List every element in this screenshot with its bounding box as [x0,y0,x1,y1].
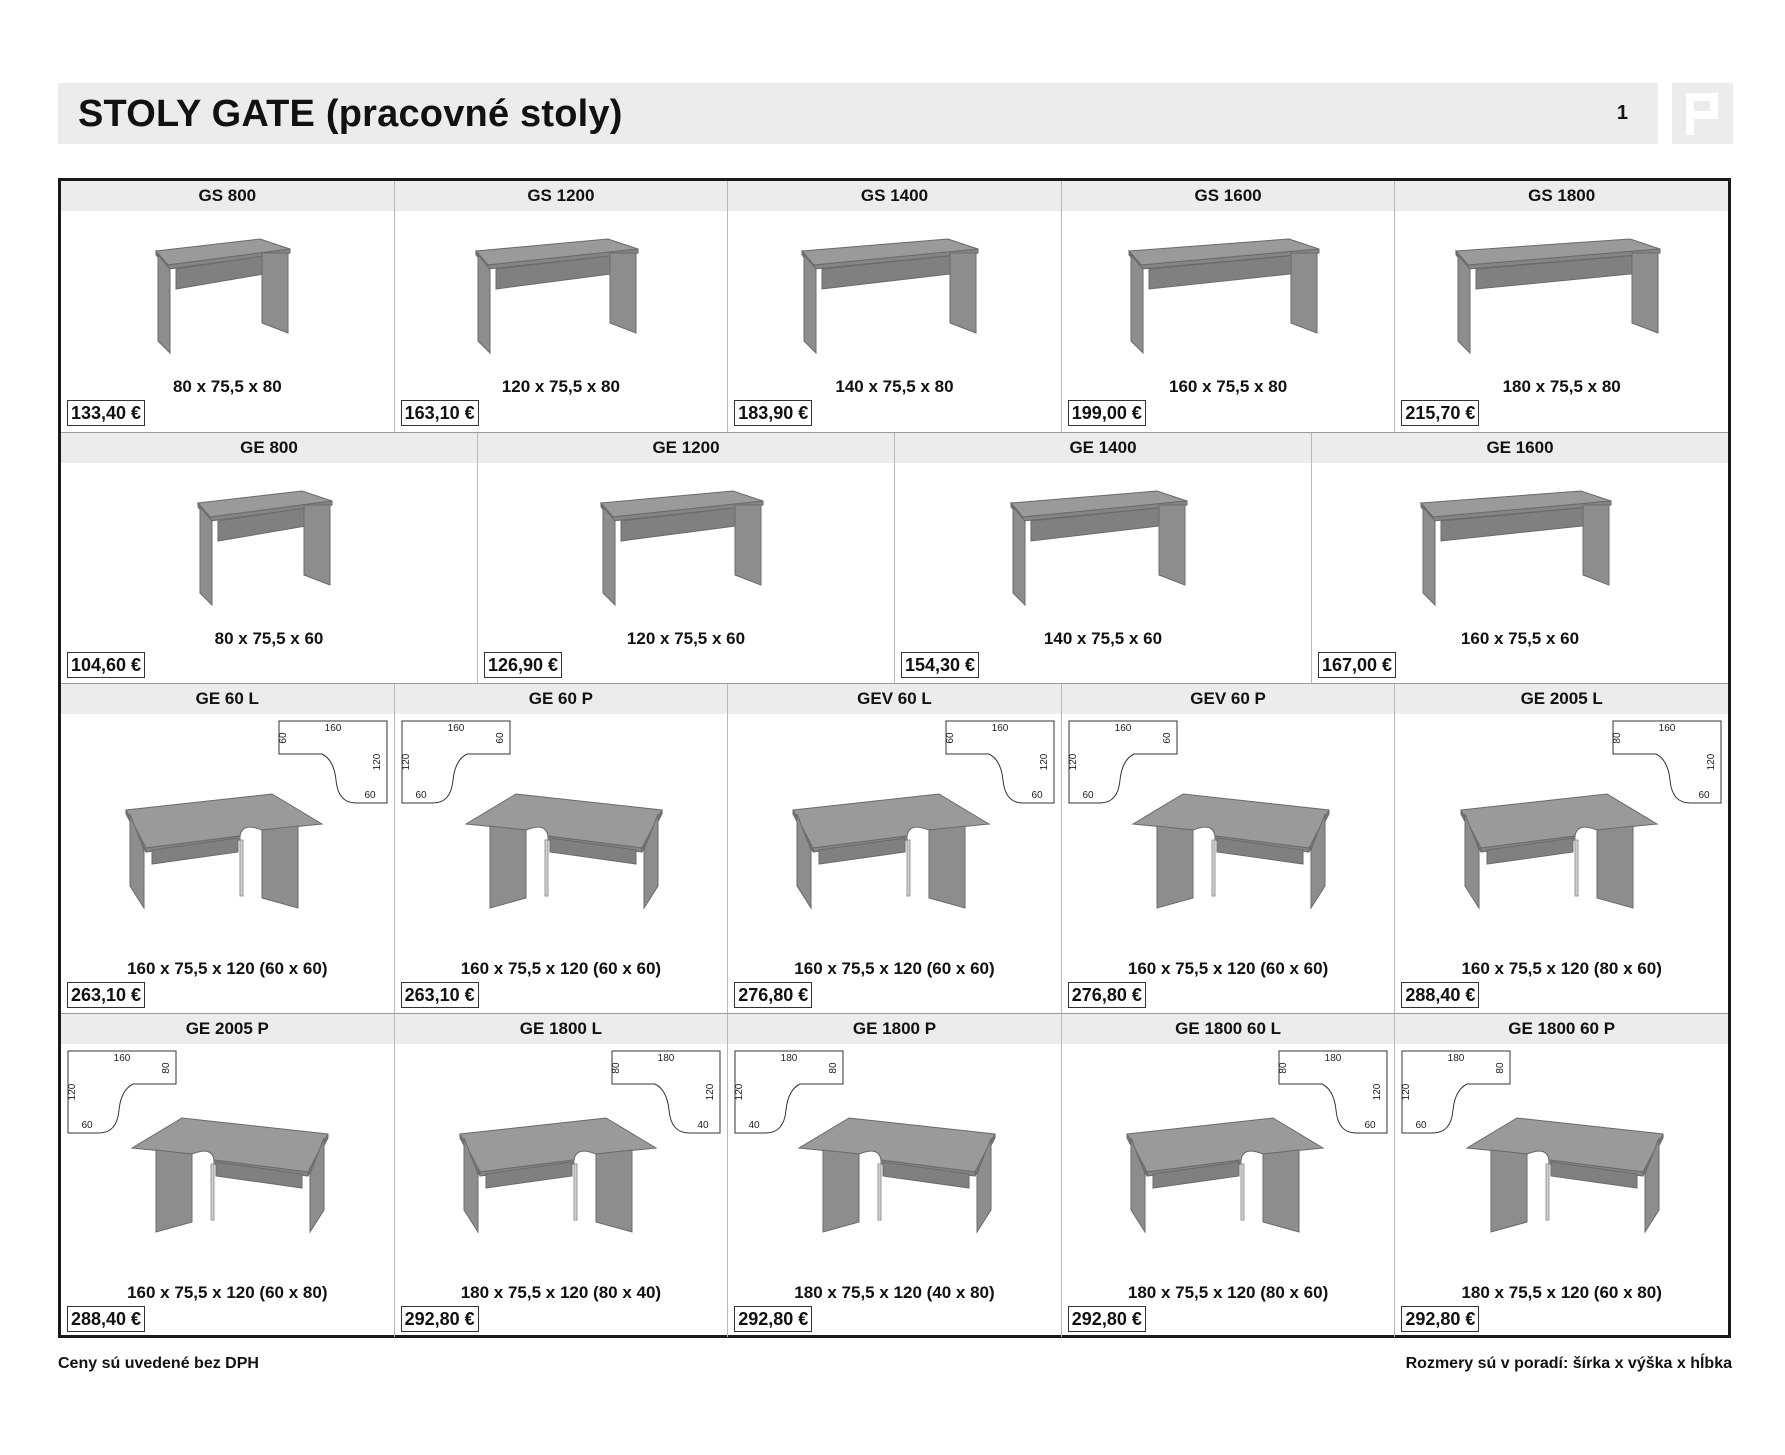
product-price: 183,90 € [734,400,812,426]
floor-plan-diagram [1612,720,1722,804]
svg-text:160: 160 [1658,723,1676,734]
svg-text:160: 160 [324,723,341,734]
svg-text:160: 160 [1114,723,1132,734]
svg-text:60: 60 [1698,790,1710,801]
product-code: GE 1800 60 P [1395,1014,1728,1044]
svg-text:80: 80 [1278,1062,1290,1074]
product-price: 292,80 € [734,1306,812,1332]
desk-image [154,233,300,363]
product-code: GE 1600 [1312,433,1728,463]
svg-text:60: 60 [1415,1120,1427,1131]
svg-text:40: 40 [748,1120,760,1131]
product-cell [1062,684,1396,1013]
floor-plan-diagram [278,720,388,804]
svg-text:160: 160 [113,1053,131,1064]
corner-desk-image [789,786,999,916]
product-cell [1062,181,1396,432]
product-price: 292,80 € [1401,1306,1479,1332]
product-dimensions: 80 x 75,5 x 80 [172,377,282,396]
svg-text:120: 120 [1067,753,1079,771]
product-cell [1312,433,1728,683]
svg-text:60: 60 [277,732,289,744]
svg-text:80: 80 [611,1062,623,1074]
product-code: GE 60 P [395,684,728,714]
product-price: 133,40 € [67,400,145,426]
floor-plan-diagram [1278,1050,1388,1134]
product-cell [61,1014,395,1337]
product-code: GEV 60 P [1062,684,1395,714]
product-price: 292,80 € [1068,1306,1146,1332]
product-cell [728,684,1062,1013]
svg-text:180: 180 [1325,1053,1342,1064]
product-dimensions: 180 x 75,5 x 120 (80 x 60) [1127,1283,1329,1302]
product-dimensions: 160 x 75,5 x 120 (60 x 60) [1127,959,1329,978]
product-row [61,181,1728,432]
dimension-order-note: Rozmery sú v poradí: šírka x výška x hĺbka [1405,1355,1732,1372]
product-dimensions: 160 x 75,5 x 120 (60 x 60) [794,959,995,978]
product-price: 163,10 € [401,400,479,426]
product-price: 263,10 € [401,982,479,1008]
product-dimensions: 180 x 75,5 x 80 [1502,377,1621,396]
floor-plan-diagram [611,1050,721,1134]
desk-image [599,485,773,615]
product-code: GE 2005 P [61,1014,394,1044]
product-price: 215,70 € [1401,400,1479,426]
product-code: GE 1200 [478,433,894,463]
product-dimensions: 80 x 75,5 x 60 [214,629,324,648]
product-code: GE 800 [61,433,477,463]
product-cell [1395,1014,1728,1337]
product-price: 199,00 € [1068,400,1146,426]
product-cell [728,181,1062,432]
desk-image [800,233,988,363]
floor-plan-diagram [734,1050,844,1134]
corner-desk-image [1457,786,1667,916]
product-price: 263,10 € [67,982,145,1008]
svg-text:180: 180 [780,1053,798,1064]
product-cell [895,433,1312,683]
product-dimensions: 160 x 75,5 x 120 (60 x 60) [460,959,662,978]
svg-text:60: 60 [364,790,376,801]
svg-text:60: 60 [1031,790,1043,801]
product-cell [478,433,895,683]
corner-desk-image [456,786,666,916]
product-price: 276,80 € [734,982,812,1008]
svg-text:120: 120 [705,1083,717,1101]
product-cell [1062,1014,1396,1337]
floor-plan-diagram [945,720,1055,804]
svg-text:160: 160 [447,723,464,734]
product-cell [395,1014,729,1337]
svg-text:60: 60 [944,732,956,744]
corner-desk-image [1123,786,1333,916]
product-price: 104,60 € [67,652,145,678]
product-row [61,1013,1728,1337]
svg-text:180: 180 [657,1053,675,1064]
svg-text:60: 60 [494,732,506,744]
product-code: GS 1200 [395,181,728,211]
product-cell [395,181,729,432]
product-code: GEV 60 L [728,684,1061,714]
product-dimensions: 180 x 75,5 x 120 (40 x 80) [794,1283,995,1302]
product-cell [1395,181,1728,432]
product-code: GE 2005 L [1395,684,1728,714]
product-cell [61,181,395,432]
svg-text:120: 120 [1705,753,1717,771]
svg-text:120: 120 [734,1083,746,1101]
product-code: GS 1600 [1062,181,1395,211]
product-price: 288,40 € [1401,982,1479,1008]
floor-plan-diagram [1401,1050,1511,1134]
product-code: GE 1800 60 L [1062,1014,1395,1044]
vat-note: Ceny sú uvedené bez DPH [58,1355,259,1372]
product-code: GS 800 [61,181,394,211]
product-cell [395,684,729,1013]
desk-image [1454,233,1670,363]
product-price: 154,30 € [901,652,979,678]
desk-image [1419,485,1621,615]
svg-text:120: 120 [1372,1083,1384,1101]
product-code: GE 1800 L [395,1014,728,1044]
product-dimensions: 180 x 75,5 x 120 (80 x 40) [460,1283,662,1302]
svg-text:120: 120 [400,753,412,771]
svg-text:60: 60 [1161,732,1173,744]
product-row [61,432,1728,683]
svg-text:120: 120 [67,1083,78,1101]
svg-text:80: 80 [161,1062,172,1074]
floor-plan-diagram [401,720,511,804]
product-dimensions: 120 x 75,5 x 60 [626,629,746,648]
svg-text:160: 160 [991,723,1009,734]
svg-text:120: 120 [1401,1083,1413,1101]
svg-text:40: 40 [697,1120,709,1131]
product-code: GS 1800 [1395,181,1728,211]
product-price: 276,80 € [1068,982,1146,1008]
product-dimensions: 160 x 75,5 x 60 [1460,629,1580,648]
brand-logo [1672,83,1733,144]
svg-text:120: 120 [371,753,383,771]
product-dimensions: 180 x 75,5 x 120 (60 x 80) [1461,1283,1662,1302]
product-cell [61,684,395,1013]
svg-text:120: 120 [1038,753,1050,771]
product-code: GE 1800 P [728,1014,1061,1044]
product-dimensions: 140 x 75,5 x 80 [835,377,954,396]
product-dimensions: 140 x 75,5 x 60 [1043,629,1163,648]
page-number: 1 [1616,102,1628,124]
product-cell [1395,684,1728,1013]
product-dimensions: 160 x 75,5 x 120 (60 x 60) [127,959,328,978]
floor-plan-diagram [1068,720,1178,804]
product-price: 288,40 € [67,1306,145,1332]
svg-text:60: 60 [1364,1120,1376,1131]
product-price: 292,80 € [401,1306,479,1332]
product-cell [728,1014,1062,1337]
product-price: 126,90 € [484,652,562,678]
product-row [61,683,1728,1013]
product-code: GS 1400 [728,181,1061,211]
page-title: STOLY GATE (pracovné stoly) [78,93,623,135]
svg-text:80: 80 [828,1062,840,1074]
product-cell [61,433,478,683]
svg-text:180: 180 [1448,1053,1465,1064]
product-dimensions: 160 x 75,5 x 120 (80 x 60) [1461,959,1662,978]
product-table [58,178,1731,1338]
svg-text:60: 60 [1082,790,1094,801]
svg-text:60: 60 [81,1120,93,1131]
title-bar [58,83,1658,144]
product-code: GE 60 L [61,684,394,714]
floor-plan-diagram [67,1050,177,1134]
corner-desk-image [122,786,332,916]
product-code: GE 1400 [895,433,1311,463]
desk-image [196,485,342,615]
product-dimensions: 120 x 75,5 x 80 [501,377,620,396]
desk-image [474,233,648,363]
svg-text:80: 80 [1611,732,1623,744]
product-price: 167,00 € [1318,652,1396,678]
svg-text:80: 80 [1495,1062,1507,1074]
product-dimensions: 160 x 75,5 x 80 [1168,377,1288,396]
svg-text:60: 60 [415,790,427,801]
desk-image [1127,233,1329,363]
desk-image [1009,485,1197,615]
product-dimensions: 160 x 75,5 x 120 (60 x 80) [127,1283,328,1302]
